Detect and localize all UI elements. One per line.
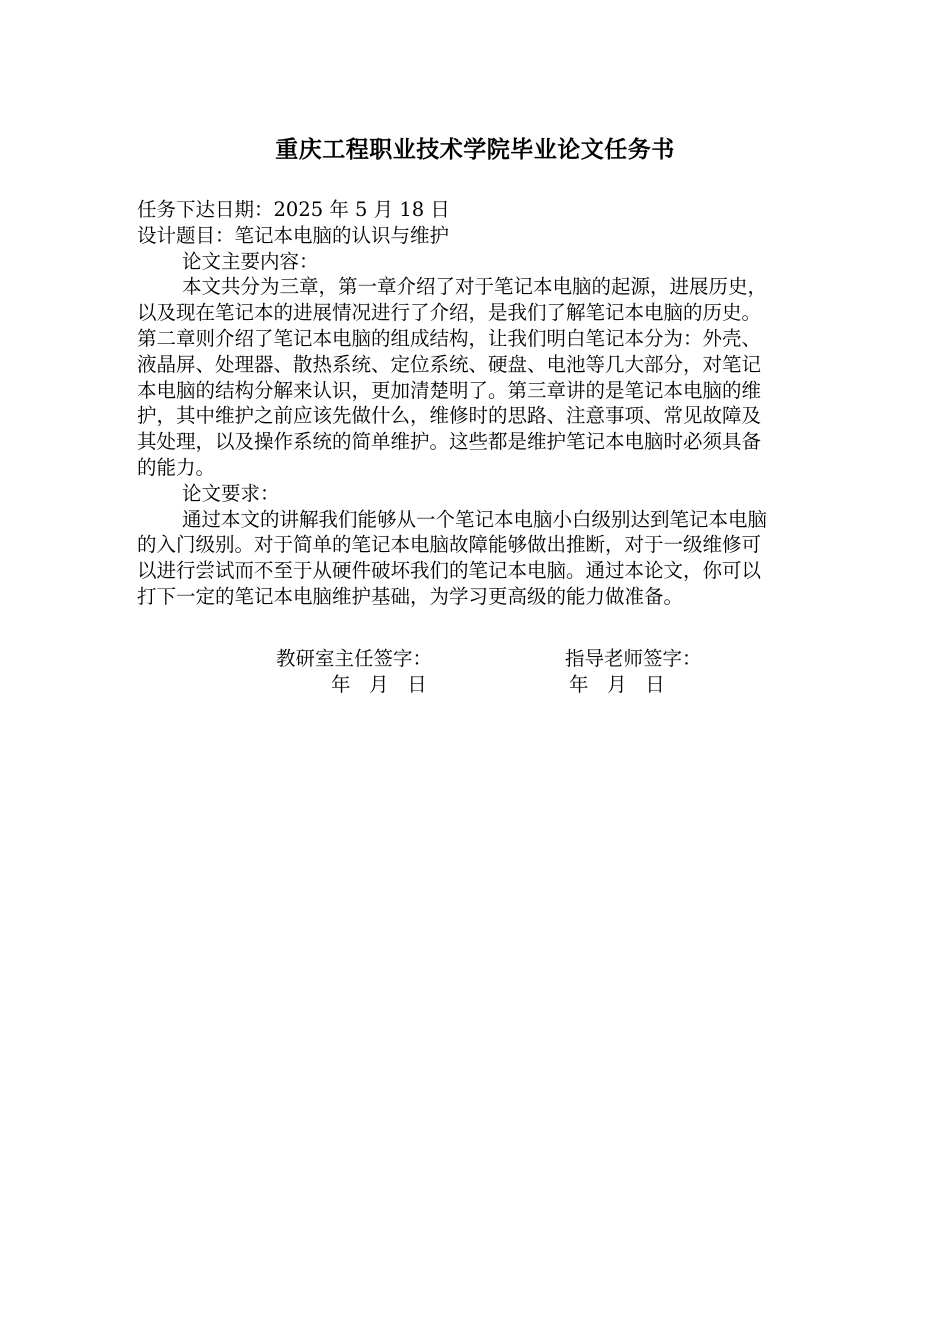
document-body (137, 197, 857, 610)
content-line: 第二章则介绍了笔记本电脑的组成结构，让我们明白笔记本分为：外壳、 (137, 326, 762, 350)
content-line: 以及现在笔记本的进展情况进行了介绍，是我们了解笔记本电脑的历史。 (137, 301, 762, 325)
content-heading: 论文主要内容： (182, 249, 319, 273)
content-line: 本电脑的结构分解来认识，更加清楚明了。第三章讲的是笔记本电脑的维 (137, 378, 762, 402)
director-signature-label: 教研室主任签字： (276, 647, 433, 670)
content-line: 护，其中维护之前应该先做什么，维修时的思路、注意事项、常见故障及 (137, 404, 762, 428)
director-signature-date: 年 月 日 (331, 673, 427, 696)
content-line: 液晶屏、处理器、散热系统、定位系统、硬盘、电池等几大部分，对笔记 (137, 352, 762, 376)
content-line: 本文共分为三章，第一章介绍了对于笔记本电脑的起源，进展历史， (182, 275, 768, 299)
issue-date: 任务下达日期：2025 年 5 月 18 日 (137, 198, 450, 221)
advisor-signature-date: 年 月 日 (569, 673, 665, 696)
document-title: 重庆工程职业技术学院毕业论文任务书 (275, 137, 675, 163)
advisor-signature-label: 指导老师签字： (565, 647, 702, 670)
requirements-line: 打下一定的笔记本电脑维护基础，为学习更高级的能力做准备。 (137, 584, 684, 608)
design-topic: 设计题目：笔记本电脑的认识与维护 (137, 223, 450, 247)
requirements-line: 通过本文的讲解我们能够从一个笔记本电脑小白级别达到笔记本电脑 (182, 507, 768, 531)
requirements-line: 的入门级别。对于简单的笔记本电脑故障能够做出推断，对于一级维修可 (137, 533, 762, 557)
content-line: 的能力。 (137, 455, 216, 479)
requirements-heading: 论文要求： (182, 481, 280, 505)
content-line: 其处理，以及操作系统的简单维护。这些都是维护笔记本电脑时必须具备 (137, 430, 762, 454)
requirements-line: 以进行尝试而不至于从硬件破坏我们的笔记本电脑。通过本论文，你可以 (137, 559, 762, 583)
